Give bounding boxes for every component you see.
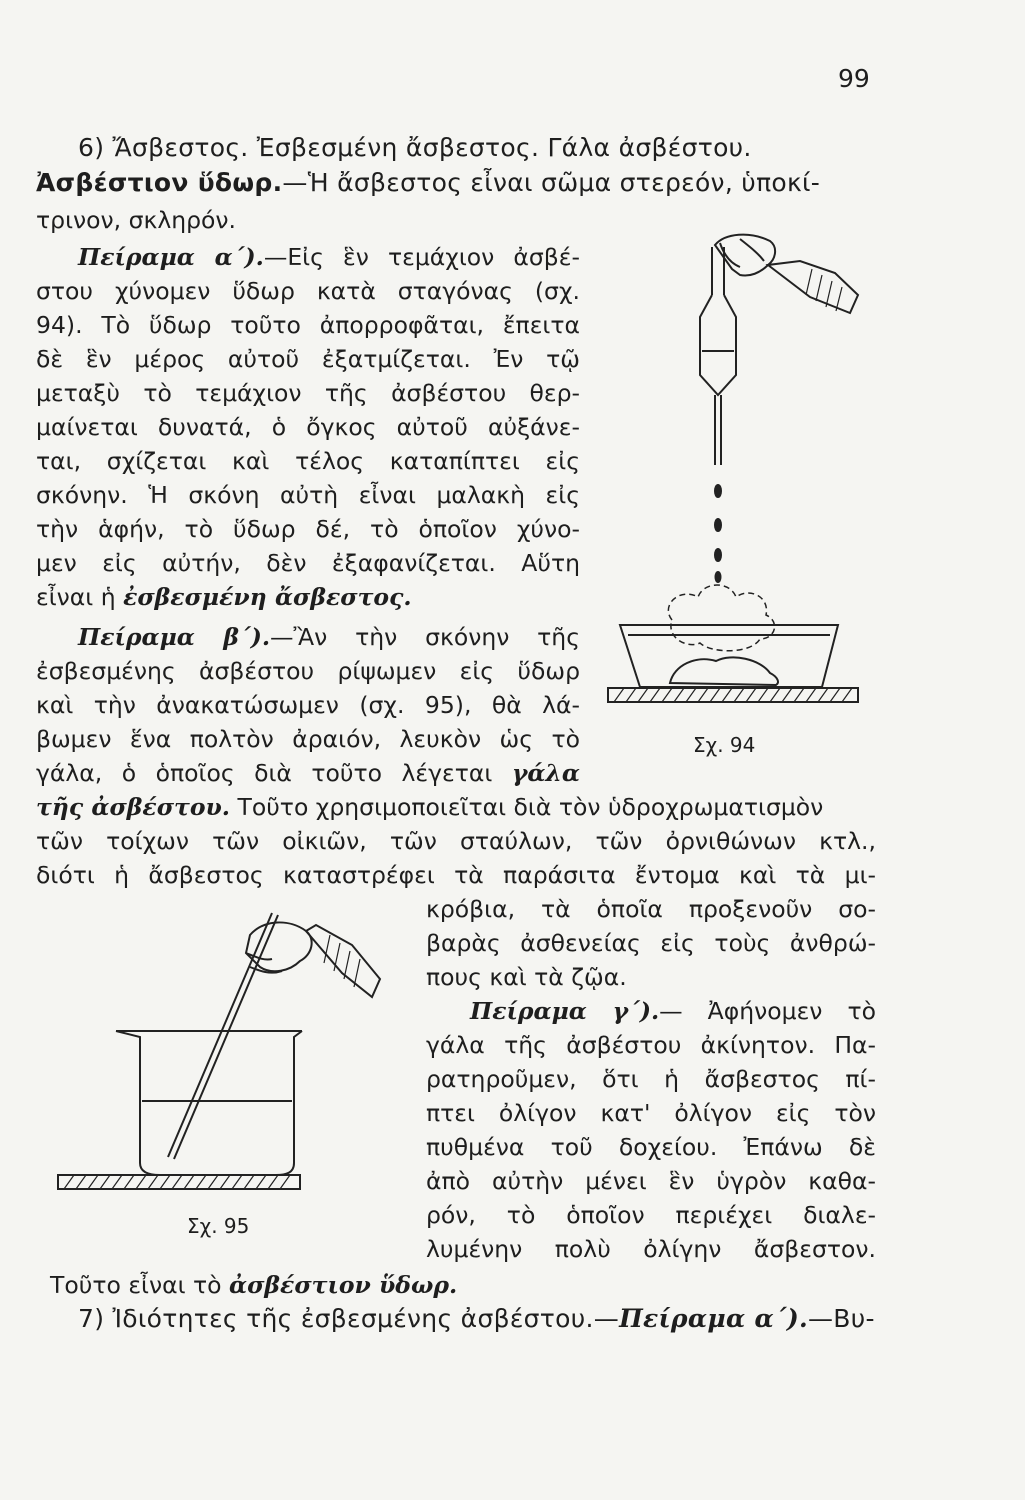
experiment-b-term-prefix: γάλα, ὁ ὁποῖος διὰ τοῦτο λέγεται (36, 759, 512, 787)
section-6-line3: τρινον, σκληρόν. (36, 206, 237, 234)
experiment-a-line: μαίνεται δυνατά, ὁ ὄγκος αὐτοῦ αὐξάνε- (36, 413, 580, 441)
experiment-a-first-line (78, 242, 580, 272)
figure-95-caption: Σχ. 95 (187, 1214, 250, 1238)
section-7-experiment-label: Πείραμα α΄). (619, 1304, 808, 1333)
experiment-b-line: διότι ἡ ἄσβεστος καταστρέφει τὰ παράσιτα ἔντομα καὶ τὰ μι- (36, 861, 876, 889)
asvestion-hydor-term: ἀσβέστιον ὕδωρ. (229, 1271, 458, 1299)
experiment-b-line: καὶ τὴν ἀνακατώσωμεν (σχ. 95), θὰ λά- (36, 691, 580, 719)
experiment-c-line: λυμένην πολὺ ὀλίγην ἄσβεστον. (426, 1235, 876, 1263)
section-6-heading-line1: 6) Ἄσβεστος. Ἐσβεσμένη ἄσβεστος. Γάλα ἀσβέστου. (78, 133, 752, 162)
asbestion-hydor-title: Ἀσβέστιον ὕδωρ. (36, 168, 283, 197)
experiment-a-last-prefix: εἶναι ἡ (36, 583, 124, 611)
figure-94-dropper-illustration (600, 225, 870, 725)
fig94-base-hatch (614, 688, 852, 702)
experiment-b-first-rest: —Ἂν τὴν σκόνην τῆς (270, 623, 580, 651)
experiment-c-line: ρόν, τὸ ὁποῖον περιέχει διαλε- (426, 1201, 876, 1229)
fig94-sleeve (768, 261, 858, 313)
experiment-a-line: ται, σχίζεται καὶ τέλος καταπίπτει εἰς (36, 447, 580, 475)
experiment-b-first-line (78, 622, 580, 652)
experiment-c-first-line (470, 996, 876, 1026)
experiment-b-line: βαρὰς ἀσθενείας εἰς τοὺς ἀνθρώ- (426, 929, 876, 957)
experiment-a-line: σκόνην. Ἡ σκόνη αὐτὴ εἶναι μαλακὴ εἰς (36, 481, 580, 509)
fig95-hand (246, 922, 312, 971)
experiment-c-line: ἀπὸ αὐτὴν μένει ἓν ὑγρὸν καθα- (426, 1167, 876, 1195)
experiment-a-line: 94). Τὸ ὕδωρ τοῦτο ἀπορροφᾶται, ἔπειτα (36, 311, 580, 339)
experiment-c-first-rest: — Ἀφήνομεν τὸ (659, 997, 876, 1025)
section-6-heading (78, 133, 868, 163)
fig94-steam (668, 585, 774, 651)
experiment-c-line: ρατηροῦμεν, ὅτι ἡ ἄσβεστος πί- (426, 1065, 876, 1093)
experiment-a-line-0: —Εἰς ἓν τεμάχιον ἀσβέ- (263, 243, 580, 271)
experiment-b-line: κρόβια, τὰ ὁποῖα προξενοῦν σο- (426, 895, 876, 923)
experiment-c-final-line (50, 1270, 457, 1300)
fig95-beaker (116, 1031, 302, 1175)
fig95-sleeve (306, 925, 380, 997)
fig95-stirring-rod (168, 913, 278, 1159)
experiment-b-line: πους καὶ τὰ ζῷα. (426, 963, 627, 991)
experiment-b-next-rest: Τοῦτο χρησιμοποιεῖται διὰ τὸν ὑδροχρωματισμὸν (230, 793, 824, 821)
fig94-drop (715, 485, 721, 497)
fig95-base-plate (58, 1175, 300, 1189)
fig94-dropper-tip (715, 395, 721, 465)
fig95-base-hatch (64, 1175, 290, 1189)
section-7-rest: —Βυ- (807, 1304, 875, 1333)
fig94-base-plate (608, 688, 858, 702)
experiment-b-line: βωμεν ἕνα πολτὸν ἀραιόν, λευκὸν ὡς τὸ (36, 725, 580, 753)
experiment-a-line: μεν εἰς αὐτήν, δὲν ἐξαφανίζεται. Αὕτη (36, 549, 580, 577)
experiment-b-label: Πείραμα β΄). (78, 623, 271, 651)
fig94-drop (715, 549, 721, 561)
experiment-a-line: στου χύνομεν ὕδωρ κατὰ σταγόνας (σχ. (36, 277, 580, 305)
fig94-lime-pile (670, 657, 778, 685)
esbesmeni-asvestos-term: ἐσβεσμένη ἄσβεστος. (123, 583, 412, 611)
experiment-c-line: πυθμένα τοῦ δοχείου. Ἐπάνω δὲ (426, 1133, 876, 1161)
fig94-drop (715, 519, 721, 531)
tis-asvestou-term: τῆς ἀσβέστου. (36, 793, 230, 821)
figure-95-beaker-illustration (50, 905, 390, 1195)
section-7-heading: 7) Ἰδιότητες τῆς ἐσβεσμένης ἀσβέστου.— (78, 1304, 620, 1333)
experiment-b-next-line (36, 792, 876, 822)
experiment-c-label: Πείραμα γ΄). (470, 997, 660, 1025)
page-number: 99 (838, 64, 870, 93)
experiment-a-last-line (36, 582, 412, 612)
fig95-sleeve-hatch (324, 935, 360, 987)
experiment-a-line: δὲ ἓν μέρος αὐτοῦ ἐξατμίζεται. Ἐν τῷ (36, 345, 580, 373)
section-6-line2 (36, 168, 876, 198)
gala-term: γάλα (511, 759, 580, 787)
fig94-dropper-body (700, 295, 736, 395)
experiment-b-line: τῶν τοίχων τῶν οἰκιῶν, τῶν σταύλων, τῶν ὀρνιθώνων κτλ., (36, 827, 876, 855)
experiment-c-line: πτει ὀλίγον κατ' ὀλίγον εἰς τὸν (426, 1099, 876, 1127)
figure-94-caption: Σχ. 94 (693, 733, 756, 757)
section-7-line (78, 1304, 875, 1334)
section-6-line2-rest: —Ἡ ἄσβεστος εἶναι σῶμα στερεόν, ὑποκί- (282, 168, 821, 197)
experiment-a-label: Πείραμα α΄). (78, 243, 264, 271)
experiment-c-final-prefix: Τοῦτο εἶναι τὸ (50, 1271, 230, 1299)
experiment-c-line: γάλα τῆς ἀσβέστου ἀκίνητον. Πα- (426, 1031, 876, 1059)
experiment-a-line: τὴν ἁφήν, τὸ ὕδωρ δέ, τὸ ὁποῖον χύνο- (36, 515, 580, 543)
experiment-b-term-line (36, 758, 580, 788)
fig94-drop (716, 572, 721, 582)
experiment-b-line: ἐσβεσμένης ἀσβέστου ρίψωμεν εἰς ὕδωρ (36, 657, 580, 685)
experiment-a-line: μεταξὺ τὸ τεμάχιον τῆς ἀσβέστου θερ- (36, 379, 580, 407)
